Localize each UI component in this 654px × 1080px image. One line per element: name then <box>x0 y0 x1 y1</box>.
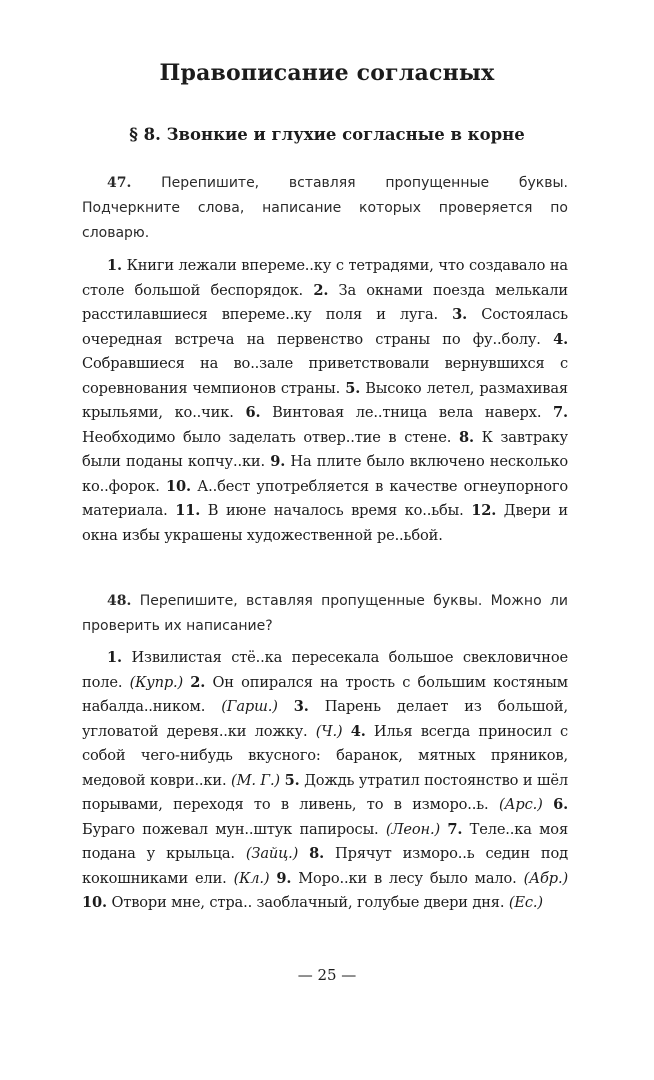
sentence-text: Двери и окна избы украшены художественной ре..ьбой. <box>82 502 568 544</box>
sentence-text: Винтовая ле..тница вела наверх. <box>272 404 542 421</box>
sentence-number: 9. <box>276 869 292 887</box>
sentence-text: В июне началось время ко..ьбы. <box>207 502 464 519</box>
sentence-text: Бураго пожевал мун..штук папиросы. <box>82 820 379 838</box>
exercise-48-text <box>82 646 568 916</box>
sentence-number: 2. <box>313 281 329 299</box>
exercise-48-task-text: Перепишите, вставляя пропущенные буквы. Можно ли проверить их написание? <box>82 593 569 634</box>
exercise-47-text <box>82 254 568 548</box>
section-title: § 8. Звонкие и глухие согласные в корне <box>129 125 525 144</box>
sentence-number: 7. <box>553 404 568 421</box>
source-author: (Арс.) <box>498 796 543 813</box>
source-author: (Ес.) <box>508 894 543 911</box>
sentence-number: 4. <box>553 330 568 348</box>
sentence-text: Дождь утратил постоянство и шёл порывами, переходя то в ливень, то в изморо..ь. <box>82 771 568 813</box>
source-author: (Купр.) <box>129 673 184 691</box>
sentence-text: Необходимо было заделать отвер..тие в стене. <box>82 428 452 446</box>
sentence-number: 4. <box>350 722 366 740</box>
source-author: (Гарш.) <box>221 698 278 715</box>
sentence-number: 1. <box>107 649 122 666</box>
sentence-number: 6. <box>245 404 261 421</box>
exercise-47-instruction <box>82 171 568 246</box>
sentence-number: 5. <box>284 771 300 789</box>
sentence-text: Высоко летел, размахивая крыльями, ко..чик. <box>82 379 568 421</box>
sentence-text: Парень делает из большой, угловатой деревя..ки ложку. <box>82 698 568 740</box>
page-title: Правописание согласных <box>159 60 495 86</box>
sentence-text: Состоялась очередная встреча на первенство страны по фу..болу. <box>82 306 568 348</box>
sentence-number: 6. <box>553 796 568 813</box>
sentence-text: Собравшиеся на во..зале приветствовали вернувшихся с соревнования чемпионов страны. <box>82 355 568 397</box>
sentence-number: 9. <box>270 453 286 470</box>
sentence-text: Отвори мне, стра.. заоблачный, голубые двери дня. <box>111 894 505 911</box>
sentence-text: Он опирался на трость с большим костяным набалда..ником. <box>82 673 568 715</box>
sentence-text: К завтраку были поданы копчу..ки. <box>82 428 568 470</box>
sentence-number: 3. <box>452 306 468 323</box>
sentence-number: 12. <box>471 502 497 519</box>
sentence-text: Прячут изморо..ь седин под кокошниками ели. <box>82 845 568 887</box>
sentence-text: Книги лежали впереме..ку с тетрадями, что создавало на столе большой беспорядок. <box>82 257 568 299</box>
exercise-48-instruction <box>82 589 568 639</box>
sentence-text: За окнами поезда мелькали расстилавшиеся впереме..ку поля и луга. <box>82 281 569 323</box>
source-author: (Леон.) <box>385 820 441 838</box>
sentence-number: 3. <box>293 698 309 715</box>
source-author: (Абр.) <box>523 869 569 887</box>
sentence-text: Теле..ка моя подана у крыльца. <box>82 820 569 862</box>
exercise-47-number: 47. <box>107 175 132 191</box>
sentence-text: Илья всегда приносил с собой чего-нибудь вкусного: баранок, мятных пряников, медовой коври..ки. <box>82 722 568 789</box>
sentence-number: 10. <box>166 477 191 495</box>
sentence-number: 5. <box>345 379 361 397</box>
source-author: (Кл.) <box>233 869 270 887</box>
sentence-number: 1. <box>107 257 122 274</box>
sentence-text: А..бест употребляется в качестве огнеупорного материала. <box>82 477 568 519</box>
source-author: (Ч.) <box>315 722 343 740</box>
sentence-number: 7. <box>447 820 463 838</box>
sentence-text: Моро..ки в лесу было мало. <box>298 869 517 887</box>
exercise-48-number: 48. <box>107 593 132 609</box>
exercise-47-task-text: Перепишите, вставляя пропущенные буквы. Подчеркните слова, написание которых проверяется по словарю. <box>82 175 569 241</box>
sentence-number: 8. <box>309 845 325 862</box>
sentence-number: 2. <box>190 673 206 691</box>
source-author: (М. Г.) <box>231 771 280 789</box>
source-author: (Зайц.) <box>245 845 299 862</box>
sentence-number: 10. <box>82 894 107 911</box>
page-number: — 25 — <box>297 966 357 984</box>
sentence-text: На плите было включено несколько ко..форок. <box>82 453 568 495</box>
sentence-number: 8. <box>458 428 474 446</box>
sentence-text: Извилистая стё..ка пересекала большое свекловичное поле. <box>82 649 568 691</box>
sentence-number: 11. <box>175 502 201 519</box>
